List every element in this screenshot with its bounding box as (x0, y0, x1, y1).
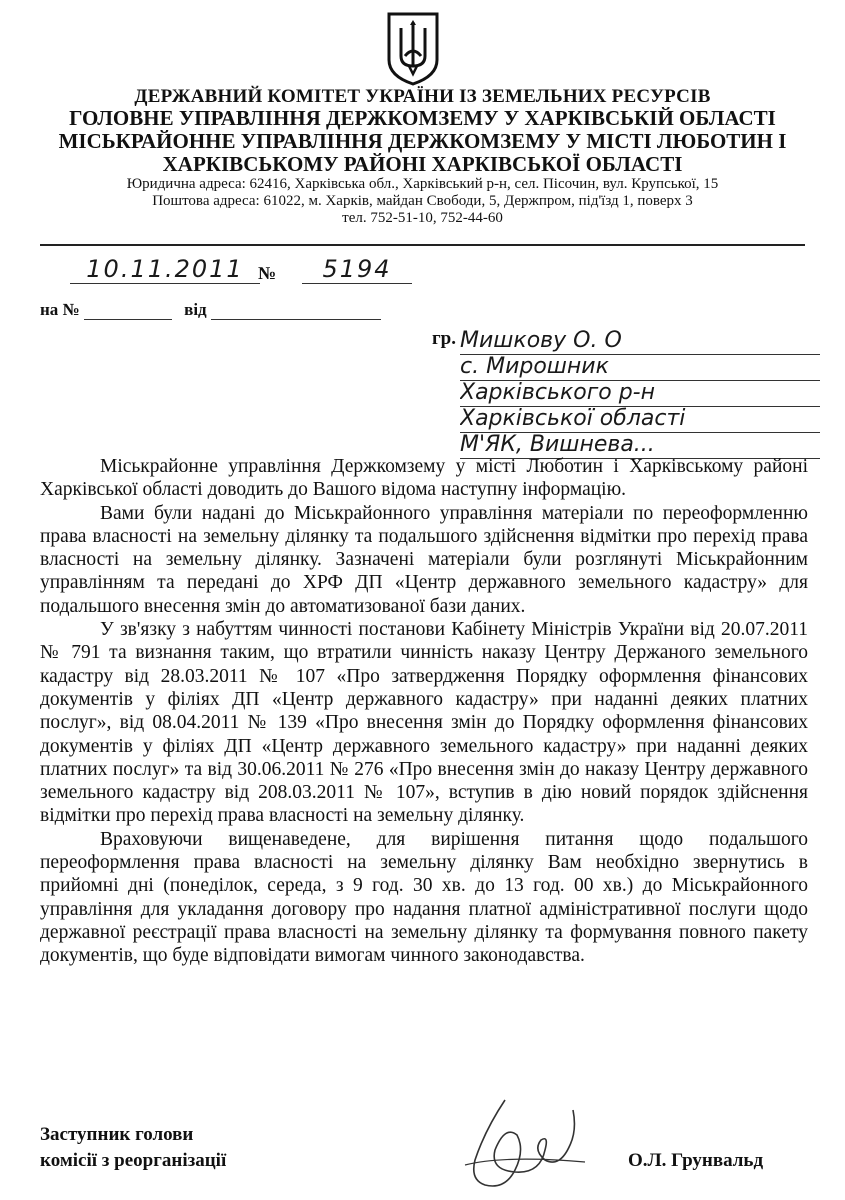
signatory-title-line-2: комісії з реорганізації (40, 1150, 227, 1171)
registration-number-label: № (258, 263, 277, 283)
letterhead-line-1: ДЕРЖАВНИЙ КОМІТЕТ УКРАЇНИ ІЗ ЗЕМЕЛЬНИХ РЕСУРСІВ (134, 86, 711, 107)
registration-number: 5194 (302, 255, 412, 284)
reference-on-label: на № (40, 300, 80, 319)
trident-emblem-icon (383, 10, 443, 86)
recipient-line: с. Мирошник (460, 354, 820, 381)
recipient-line: Харківського р-н (460, 380, 820, 407)
phone-numbers: тел. 752-51-10, 752-44-60 (342, 210, 503, 226)
signatory-title-line-1: Заступник голови (40, 1124, 194, 1145)
header-divider (40, 244, 805, 246)
handwritten-signature (445, 1090, 595, 1195)
signatory-name: О.Л. Грунвальд (628, 1150, 764, 1171)
reference-number-blank (84, 319, 172, 320)
body-paragraph: Враховуючи вищенаведене, для вирішення питання щодо подальшого переоформлення права власності на земельну ділянку Вам необхідно звернутись в прийомні дні (понеділок, середа, з 9 год. 30 хв. до 13 год. 00 хв.) до Міськрайонного управління для укладання договору про надання платної адміністративної послуги щодо державної реєстрації права власності на земельну ділянку та формування повного пакету документів, що буде відповідати вимогам чинного законодавства. (40, 828, 808, 967)
legal-address: Юридична адреса: 62416, Харківська обл., Харківський р-н, сел. Пісочин, вул. Крупської, 15 (126, 176, 719, 192)
postal-address: Поштова адреса: 61022, м. Харків, майдан Свободи, 5, Держпром, під'їзд 1, поверх 3 (152, 193, 693, 209)
letterhead-line-2: ГОЛОВНЕ УПРАВЛІННЯ ДЕРЖКОМЗЕМУ У ХАРКІВСЬКІЙ ОБЛАСТІ (69, 106, 776, 130)
registration-date: 10.11.2011 (70, 255, 260, 284)
body-paragraph: Міськрайонне управління Держкомзему у місті Люботин і Харківському районі Харківської області доводить до Вашого відома наступну інформацію. (40, 456, 808, 501)
body-paragraph: Вами були надані до Міськрайонного управління матеріали по переоформленню права власності на земельну ділянку та подальшого здійснення відмітки про перехід права власності на земельну ділянку. Зазначені матеріали були розглянуті Міськрайонним управлінням та передані до ХРФ ДП «Центр державного земельного кадастру» для подальшого внесення змін до автоматизованої бази даних. (40, 502, 808, 617)
recipient-line: Харківської області (460, 406, 820, 433)
letterhead-line-4: ХАРКІВСЬКОМУ РАЙОНІ ХАРКІВСЬКОЇ ОБЛАСТІ (162, 152, 683, 176)
reference-from-label: від (184, 300, 207, 319)
reference-date-blank (211, 319, 381, 320)
recipient-line: Мишкову О. О (460, 328, 820, 355)
letterhead (0, 86, 845, 227)
letterhead-line-3: МІСЬКРАЙОННЕ УПРАВЛІННЯ ДЕРЖКОМЗЕМУ У МІСТІ ЛЮБОТИН І (58, 129, 787, 153)
recipient-line: М'ЯК, Вишнева... (460, 432, 820, 459)
signatory-title (40, 1122, 226, 1174)
registration-line (40, 255, 460, 291)
recipient-label: гр. (432, 328, 456, 349)
body-paragraph: У зв'язку з набуттям чинності постанови Кабінету Міністрів України від 20.07.2011 № 791 та визнання таким, що втратили чинність наказу Центру Держаного земельного кадастру від 28.03.2011 № 107 «Про затвердження Порядку оформлення фінансових документів у філіях ДП «Центр державного кадастру» при наданні деяких платних послуг», від 08.04.2011 № 139 «Про внесення змін до Порядку оформлення фінансових документів у філіях ДП «Центр державного земельного кадастру» при наданні деяких платних послуг» та від 30.06.2011 № 276 «Про внесення змін до наказу Центру державного земельного кадастру від 208.03.2011 № 107», вступив в дію новий порядок здійснення відмітки про перехід права власності на земельну ділянку. (40, 619, 808, 827)
letter-body (40, 455, 808, 968)
reference-line (40, 300, 381, 320)
